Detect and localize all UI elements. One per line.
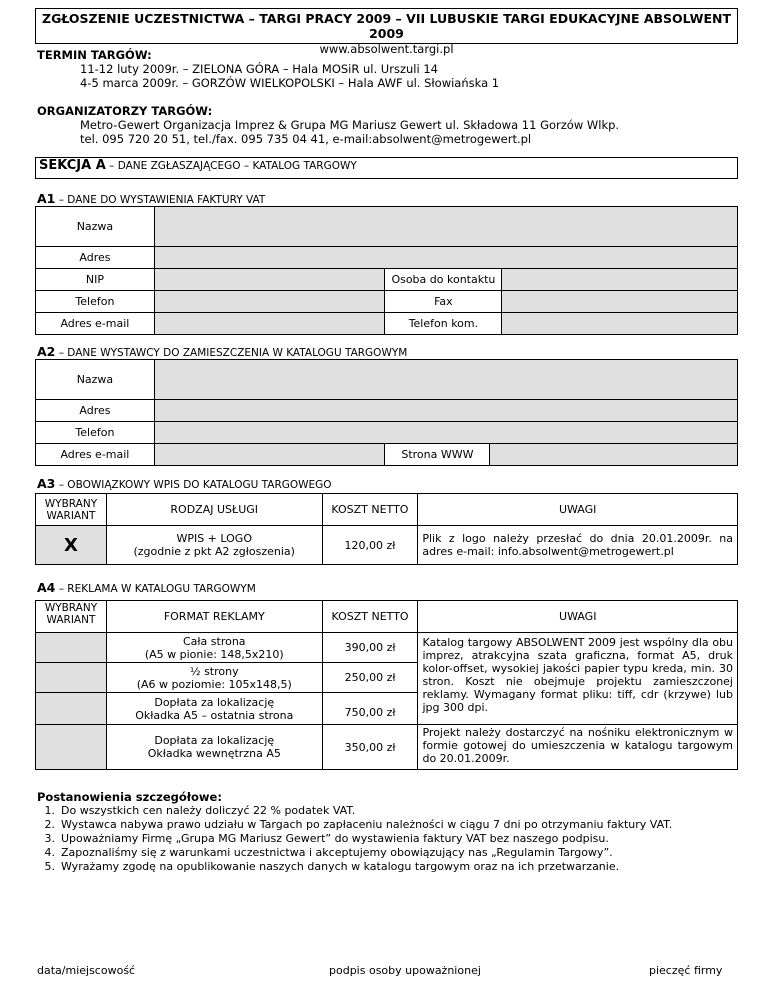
a4-note-2: Projekt należy dostarczyć na nośniku elektronicznym w formie gotowej do umieszczenia w katalogu targowym do 20.01.2009r. [418,725,738,770]
postanowienie-item [37,818,672,832]
postanowienie-number: 1. [44,804,55,817]
a4-row-3-checkbox[interactable] [36,693,107,725]
section-a-title: – DANE ZGŁASZAJĄCEGO – KATALOG TARGOWY [105,160,357,172]
a1-code: A1 [37,191,56,206]
a4-row-1-format [106,633,322,663]
a1-table [35,206,738,335]
a1-title: – DANE DO WYSTAWIENIA FAKTURY VAT [55,194,266,206]
postanowienie-text: Wystawca nabywa prawo udziału w Targach po zapłaceniu należności w ciągu 7 dni po otrzymaniu faktury VAT. [61,818,673,831]
postanowienie-item [37,832,672,846]
a4-note-1: Katalog targowy ABSOLWENT 2009 jest wspólny dla obu imprez, atrakcyjna szata graficzna, format A5, druk kolor-offset, wysokiej jakości papier typu kreda, min. 30 stron. Koszt nie obejmuje projektu zamieszczonej reklamy. Wymagany format pliku: tiff, cdr (krzywe) lub jpg 300 dpi. [418,633,738,725]
a2-nazwa-label: Nazwa [36,360,155,400]
a2-nazwa-field[interactable] [154,360,737,400]
postanowienie-number: 4. [44,846,55,859]
a4-row-3-price: 750,00 zł [322,693,418,725]
a2-code: A2 [37,344,56,359]
a2-email-label: Adres e-mail [36,444,155,466]
a4-header-wariant: WYBRANY WARIANT [36,601,107,633]
a1-nip-field[interactable] [154,269,385,291]
a4-header-koszt: KOSZT NETTO [322,601,418,633]
a4-row-1-price: 390,00 zł [322,633,418,663]
a3-heading [37,476,332,491]
a4-row-2-line-2: (A6 w poziomie: 105x148,5) [136,677,292,691]
a2-heading [37,344,407,359]
date-place-label: data/miejscowość [37,964,136,977]
a3-service-note: (zgodnie z pkt A2 zgłoszenia) [133,545,295,558]
termin-line-2: 4-5 marca 2009r. – GORZÓW WIELKOPOLSKI – Hala AWF ul. Słowiańska 1 [80,76,500,90]
a4-row-3-line-1: Dopłata za lokalizację [154,695,275,709]
a1-fax-label: Fax [385,291,502,313]
a3-service-cell [106,526,322,565]
a4-code: A4 [37,580,56,595]
a3-header-rodzaj: RODZAJ USŁUGI [106,494,322,526]
a4-heading [37,580,256,595]
a4-title: – REKLAMA W KATALOGU TARGOWYM [55,583,256,595]
event-url: www.absolwent.targi.pl [319,42,454,56]
postanowienie-text: Upoważniamy Firmę „Grupa MG Mariusz Gewert” do wystawienia faktury VAT bez naszego podpisu. [61,832,609,845]
a1-email-field[interactable] [154,313,385,335]
a3-header-wariant: WYBRANY WARIANT [36,494,107,526]
a2-www-label: Strona WWW [385,444,490,466]
stamp-label: pieczęć firmy [649,964,723,977]
a1-heading [37,191,265,206]
organizatorzy-label: ORGANIZATORZY TARGÓW: [37,104,213,118]
postanowienie-item [37,846,672,860]
postanowienie-text: Zapoznaliśmy się z warunkami uczestnictwa i akceptujemy obowiązujący nas „Regulamin Targowy”. [61,846,613,859]
section-a-code: SEKCJA A [39,158,106,173]
a1-adres-field[interactable] [154,247,737,269]
postanowienie-text: Wyrażamy zgodę na opublikowanie naszych danych w katalogu targowym oraz na ich przetwarzanie. [61,860,620,873]
a2-table [35,359,738,466]
a3-title: – OBOWIĄZKOWY WPIS DO KATALOGU TARGOWEGO [55,479,332,491]
a2-www-field[interactable] [490,444,738,466]
postanowienie-item [37,804,672,818]
a1-osoba-field[interactable] [502,269,738,291]
a4-row-2-line-1: ½ strony [189,664,239,678]
a2-adres-label: Adres [36,400,155,422]
a1-nazwa-field[interactable] [154,207,737,247]
termin-label: TERMIN TARGÓW: [37,48,152,62]
a1-nip-label: NIP [36,269,155,291]
a1-telefon-label: Telefon [36,291,155,313]
a2-telefon-field[interactable] [154,422,737,444]
a4-header-format: FORMAT REKLAMY [106,601,322,633]
postanowienie-number: 2. [44,818,55,831]
a2-adres-field[interactable] [154,400,737,422]
a4-row-2-format [106,663,322,693]
a3-selected-checkbox[interactable]: X [36,526,107,565]
a1-osoba-label: Osoba do kontaktu [385,269,502,291]
a1-adres-label: Adres [36,247,155,269]
termin-line-1: 11-12 luty 2009r. – ZIELONA GÓRA – Hala MOSiR ul. Urszuli 14 [80,62,438,76]
a3-service-name: WPIS + LOGO [176,532,252,545]
a4-table [35,600,738,770]
a1-fax-field[interactable] [502,291,738,313]
organizatorzy-line-2: tel. 095 720 20 51, tel./fax. 095 735 04 41, e-mail:absolwent@metrogewert.pl [80,132,532,146]
section-a-heading [35,157,738,179]
a4-row-4-line-2: Okładka wewnętrzna A5 [147,747,281,760]
a3-price: 120,00 zł [322,526,418,565]
a2-telefon-label: Telefon [36,422,155,444]
a4-row-1-line-2: (A5 w pionie: 148,5x210) [144,647,284,661]
a1-telefon-field[interactable] [154,291,385,313]
a3-code: A3 [37,476,56,491]
a2-email-field[interactable] [154,444,385,466]
a1-telkom-field[interactable] [502,313,738,335]
a4-row-4-price: 350,00 zł [322,725,418,770]
form-title: ZGŁOSZENIE UCZESTNICTWA – TARGI PRACY 2009 – VII LUBUSKIE TARGI EDUKACYJNE ABSOLWENT 2009 [42,11,731,41]
a3-header-uwagi: UWAGI [418,494,738,526]
a3-table [35,493,738,565]
postanowienie-number: 3. [44,832,55,845]
a4-header-uwagi: UWAGI [418,601,738,633]
postanowienia-label: Postanowienia szczegółowe: [37,790,222,804]
a4-row-3-line-2: Okładka A5 – ostatnia strona [135,708,294,722]
a3-note: Plik z logo należy przesłać do dnia 20.01.2009r. na adres e-mail: info.absolwent@metrogewert.pl [418,526,738,565]
a1-telkom-label: Telefon kom. [385,313,502,335]
a4-row-2-price: 250,00 zł [322,663,418,693]
a4-row-4-checkbox[interactable] [36,725,107,770]
a4-row-4-format [106,725,322,770]
postanowienie-item [37,860,672,874]
a3-header-koszt: KOSZT NETTO [322,494,418,526]
a4-row-2-checkbox[interactable] [36,663,107,693]
a1-nazwa-label: Nazwa [36,207,155,247]
a2-title: – DANE WYSTAWCY DO ZAMIESZCZENIA W KATALOGU TARGOWYM [55,347,408,359]
postanowienie-number: 5. [44,860,55,873]
postanowienia-list [37,804,672,874]
a4-row-3-format [106,693,322,725]
organizatorzy-line-1: Metro-Gewert Organizacja Imprez & Grupa MG Mariusz Gewert ul. Składowa 11 Gorzów Wlkp. [80,118,620,132]
a1-email-label: Adres e-mail [36,313,155,335]
a4-row-4-line-1: Dopłata za lokalizację [154,734,275,747]
a4-row-1-line-1: Cała strona [183,634,246,648]
postanowienie-text: Do wszystkich cen należy doliczyć 22 % podatek VAT. [61,804,356,817]
signature-label: podpis osoby upoważnionej [329,964,481,977]
a4-row-1-checkbox[interactable] [36,633,107,663]
